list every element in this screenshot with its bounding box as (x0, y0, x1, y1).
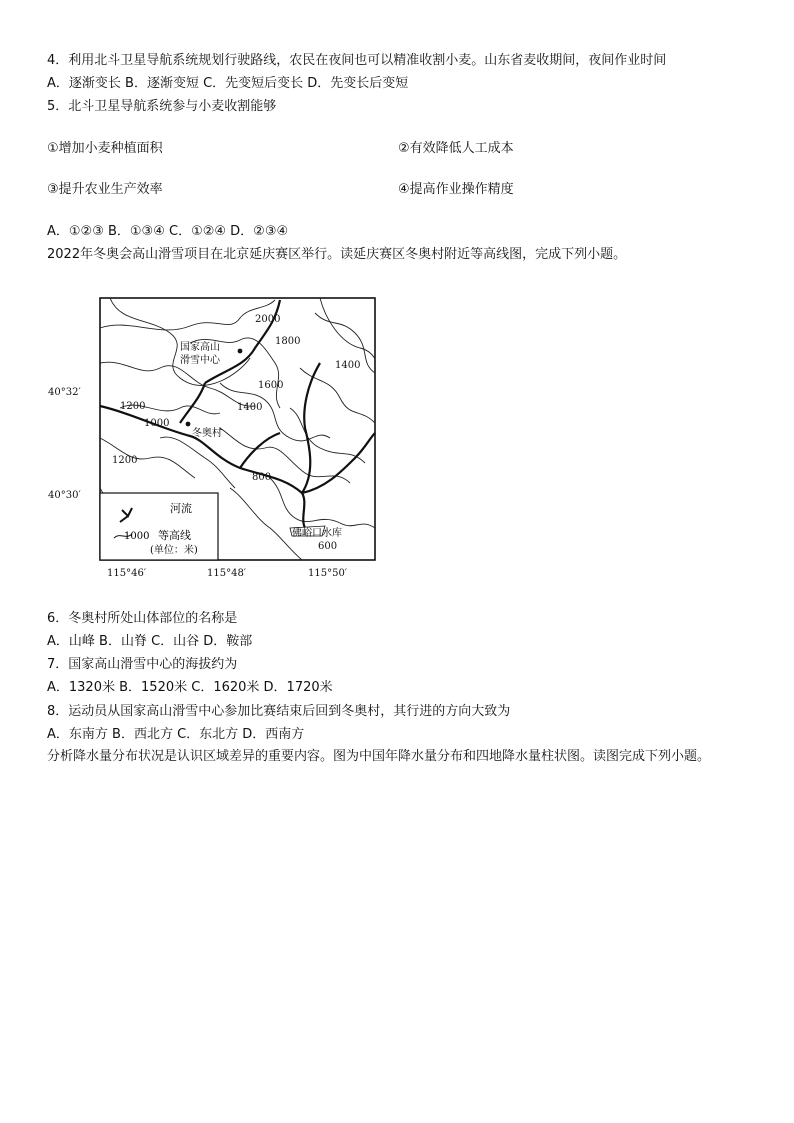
village-label: 冬奥村 (192, 428, 222, 439)
q5-options: A．①②③ B．①③④ C．①②④ D．②③④ (47, 224, 289, 239)
contour-label: 2000 (255, 314, 281, 325)
legend-contour-value: 1000 (124, 531, 150, 542)
contour-label: 1400 (335, 360, 361, 371)
lon-label: 115°46′ (107, 568, 147, 579)
lat-label: 40°32′ (48, 387, 81, 398)
q4-options: A．逐渐变长 B．逐渐变短 C．先变短后变长 D．先变长后变短 (47, 76, 409, 91)
legend-river-label: 河流 (170, 502, 192, 515)
q5-item-2: ②有效降低人工成本 (398, 141, 514, 156)
q6-options: A．山峰 B．山脊 C．山谷 D．鞍部 (47, 634, 253, 649)
contour-label: 600 (318, 541, 338, 552)
q8-stem: 8．运动员从国家高山滑雪中心参加比赛结束后回到冬奥村，其行进的方向大致为 (47, 704, 511, 719)
q6-stem: 6．冬奥村所处山体部位的名称是 (47, 611, 238, 626)
map-intro: 2022年冬奥会高山滑雪项目在北京延庆赛区举行。读延庆赛区冬奥村附近等高线图，完成下列小题。 (47, 247, 627, 262)
legend-contour-label: 等高线 (158, 529, 191, 542)
q4-stem: 4．利用北斗卫星导航系统规划行驶路线，农民在夜间也可以精准收割小麦。山东省麦收期间，夜间作业时间 (47, 53, 667, 68)
q7-stem: 7．国家高山滑雪中心的海拔约为 (47, 657, 238, 672)
lat-label: 40°30′ (48, 490, 81, 501)
contour-label: 1200 (112, 455, 138, 466)
legend-unit: (单位：米) (150, 545, 198, 556)
q5-item-4: ④提高作业操作精度 (398, 182, 514, 197)
contour-map (40, 288, 385, 583)
q5-stem: 5．北斗卫星导航系统参与小麦收割能够 (47, 99, 277, 114)
q8-options: A．东南方 B．西北方 C．东北方 D．西南方 (47, 727, 305, 742)
q7-options: A．1320米 B．1520米 C．1620米 D．1720米 (47, 680, 333, 695)
q5-item-1: ①增加小麦种植面积 (47, 141, 163, 156)
ski-center-label-1: 国家高山 (180, 342, 220, 353)
rainfall-intro: 分析降水量分布状况是认识区域差异的重要内容。图为中国年降水量分布和四地降水量柱状图。读图完成下列小题。 (47, 749, 711, 764)
contour-label: 1600 (258, 380, 284, 391)
reservoir-label: 佛峪口水库 (292, 528, 342, 539)
lon-label: 115°50′ (308, 568, 348, 579)
contour-label: 1000 (144, 418, 170, 429)
contour-label: 1800 (275, 336, 301, 347)
q5-item-3: ③提升农业生产效率 (47, 182, 163, 197)
contour-label: 800 (252, 472, 272, 483)
lon-label: 115°48′ (207, 568, 247, 579)
ski-center-marker (238, 349, 243, 354)
contour-label: 1200 (120, 401, 146, 412)
village-marker (186, 422, 191, 427)
contour-label: 1400 (237, 402, 263, 413)
ski-center-label-2: 滑雪中心 (180, 355, 220, 366)
